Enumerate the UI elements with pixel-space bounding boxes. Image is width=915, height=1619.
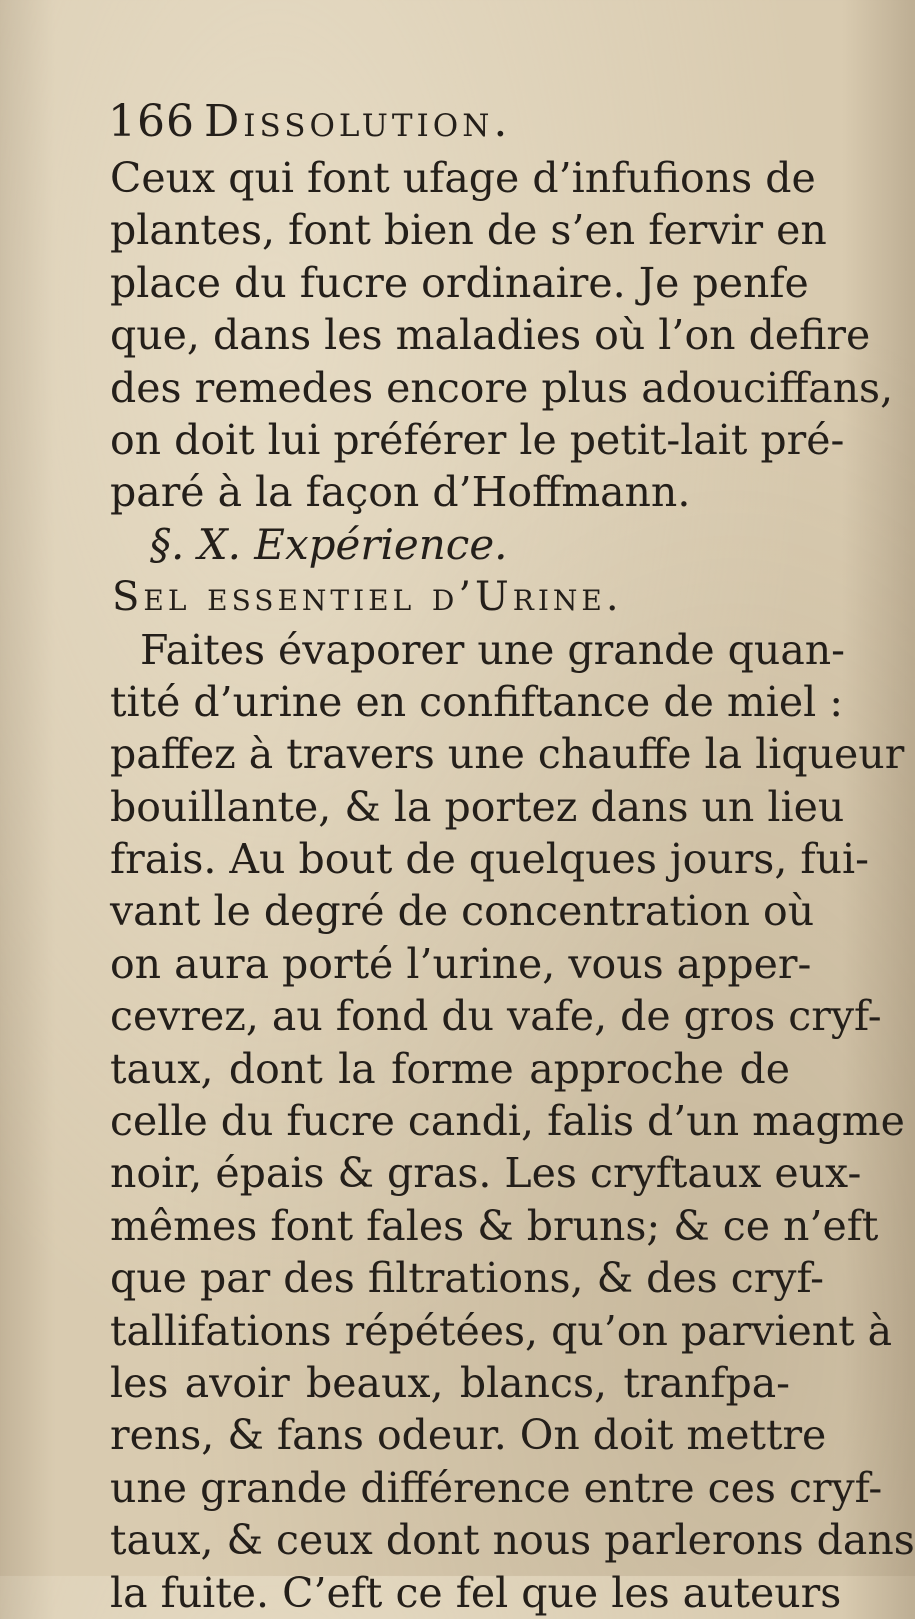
- text-line: place du fucre ordinaire. Je penfe: [110, 258, 809, 307]
- text-line: bouillante, & la portez dans un lieu: [110, 782, 845, 831]
- body-text: [110, 152, 915, 1619]
- text-line: paffez à travers une chauffe la liqueur: [110, 730, 905, 779]
- text-line: paré à la façon d’Hoffmann.: [110, 468, 691, 517]
- text-line: tallifations répétées, qu’on parvient à: [110, 1306, 893, 1355]
- text-line: tité d’urine en confiftance de miel :: [110, 677, 844, 726]
- text-line: plantes, font bien de s’en fervir en: [110, 206, 827, 255]
- text-line: Faites évaporer une grande quan-: [140, 625, 846, 674]
- text-line: noir, épais & gras. Les cryftaux eux-: [110, 1149, 862, 1198]
- subsection-heading: Sel essentiel d’Urine.: [112, 574, 623, 621]
- text-line: taux, dont la forme approche de: [110, 1044, 790, 1093]
- text-line: vant le degré de concentration où: [110, 887, 815, 936]
- text-line: mêmes font fales & bruns; & ce n’eft: [110, 1201, 879, 1250]
- text-line: que, dans les maladies où l’on defire: [110, 311, 871, 360]
- running-head-title: Dissolution.: [204, 96, 512, 147]
- text-line: rens, & fans odeur. On doit mettre: [110, 1411, 827, 1460]
- text-line: frais. Au bout de quelques jours, fui-: [110, 835, 869, 884]
- running-head: [108, 92, 748, 152]
- text-line: celle du fucre candi, falis d’un magme: [110, 1097, 905, 1146]
- text-line: une grande différence entre ces cryf-: [110, 1463, 883, 1512]
- text-line: taux, & ceux dont nous parlerons dans: [110, 1516, 915, 1565]
- text-line: la fuite. C’eft ce fel que les auteurs: [110, 1568, 842, 1617]
- text-line: les avoir beaux, blancs, tranfpa-: [110, 1358, 790, 1407]
- text-line: on doit lui préférer le petit-lait pré-: [110, 415, 845, 464]
- text-line: cevrez, au fond du vafe, de gros cryf-: [110, 992, 882, 1041]
- page-number: 166: [108, 96, 195, 147]
- text-line: que par des filtrations, & des cryf-: [110, 1254, 825, 1303]
- section-heading: §. X. Expérience.: [150, 519, 508, 569]
- text-line: des remedes encore plus adouciffans,: [110, 363, 894, 412]
- text-line: on aura porté l’urine, vous apper-: [110, 939, 812, 988]
- text-line: Ceux qui font ufage d’infufions de: [110, 154, 816, 202]
